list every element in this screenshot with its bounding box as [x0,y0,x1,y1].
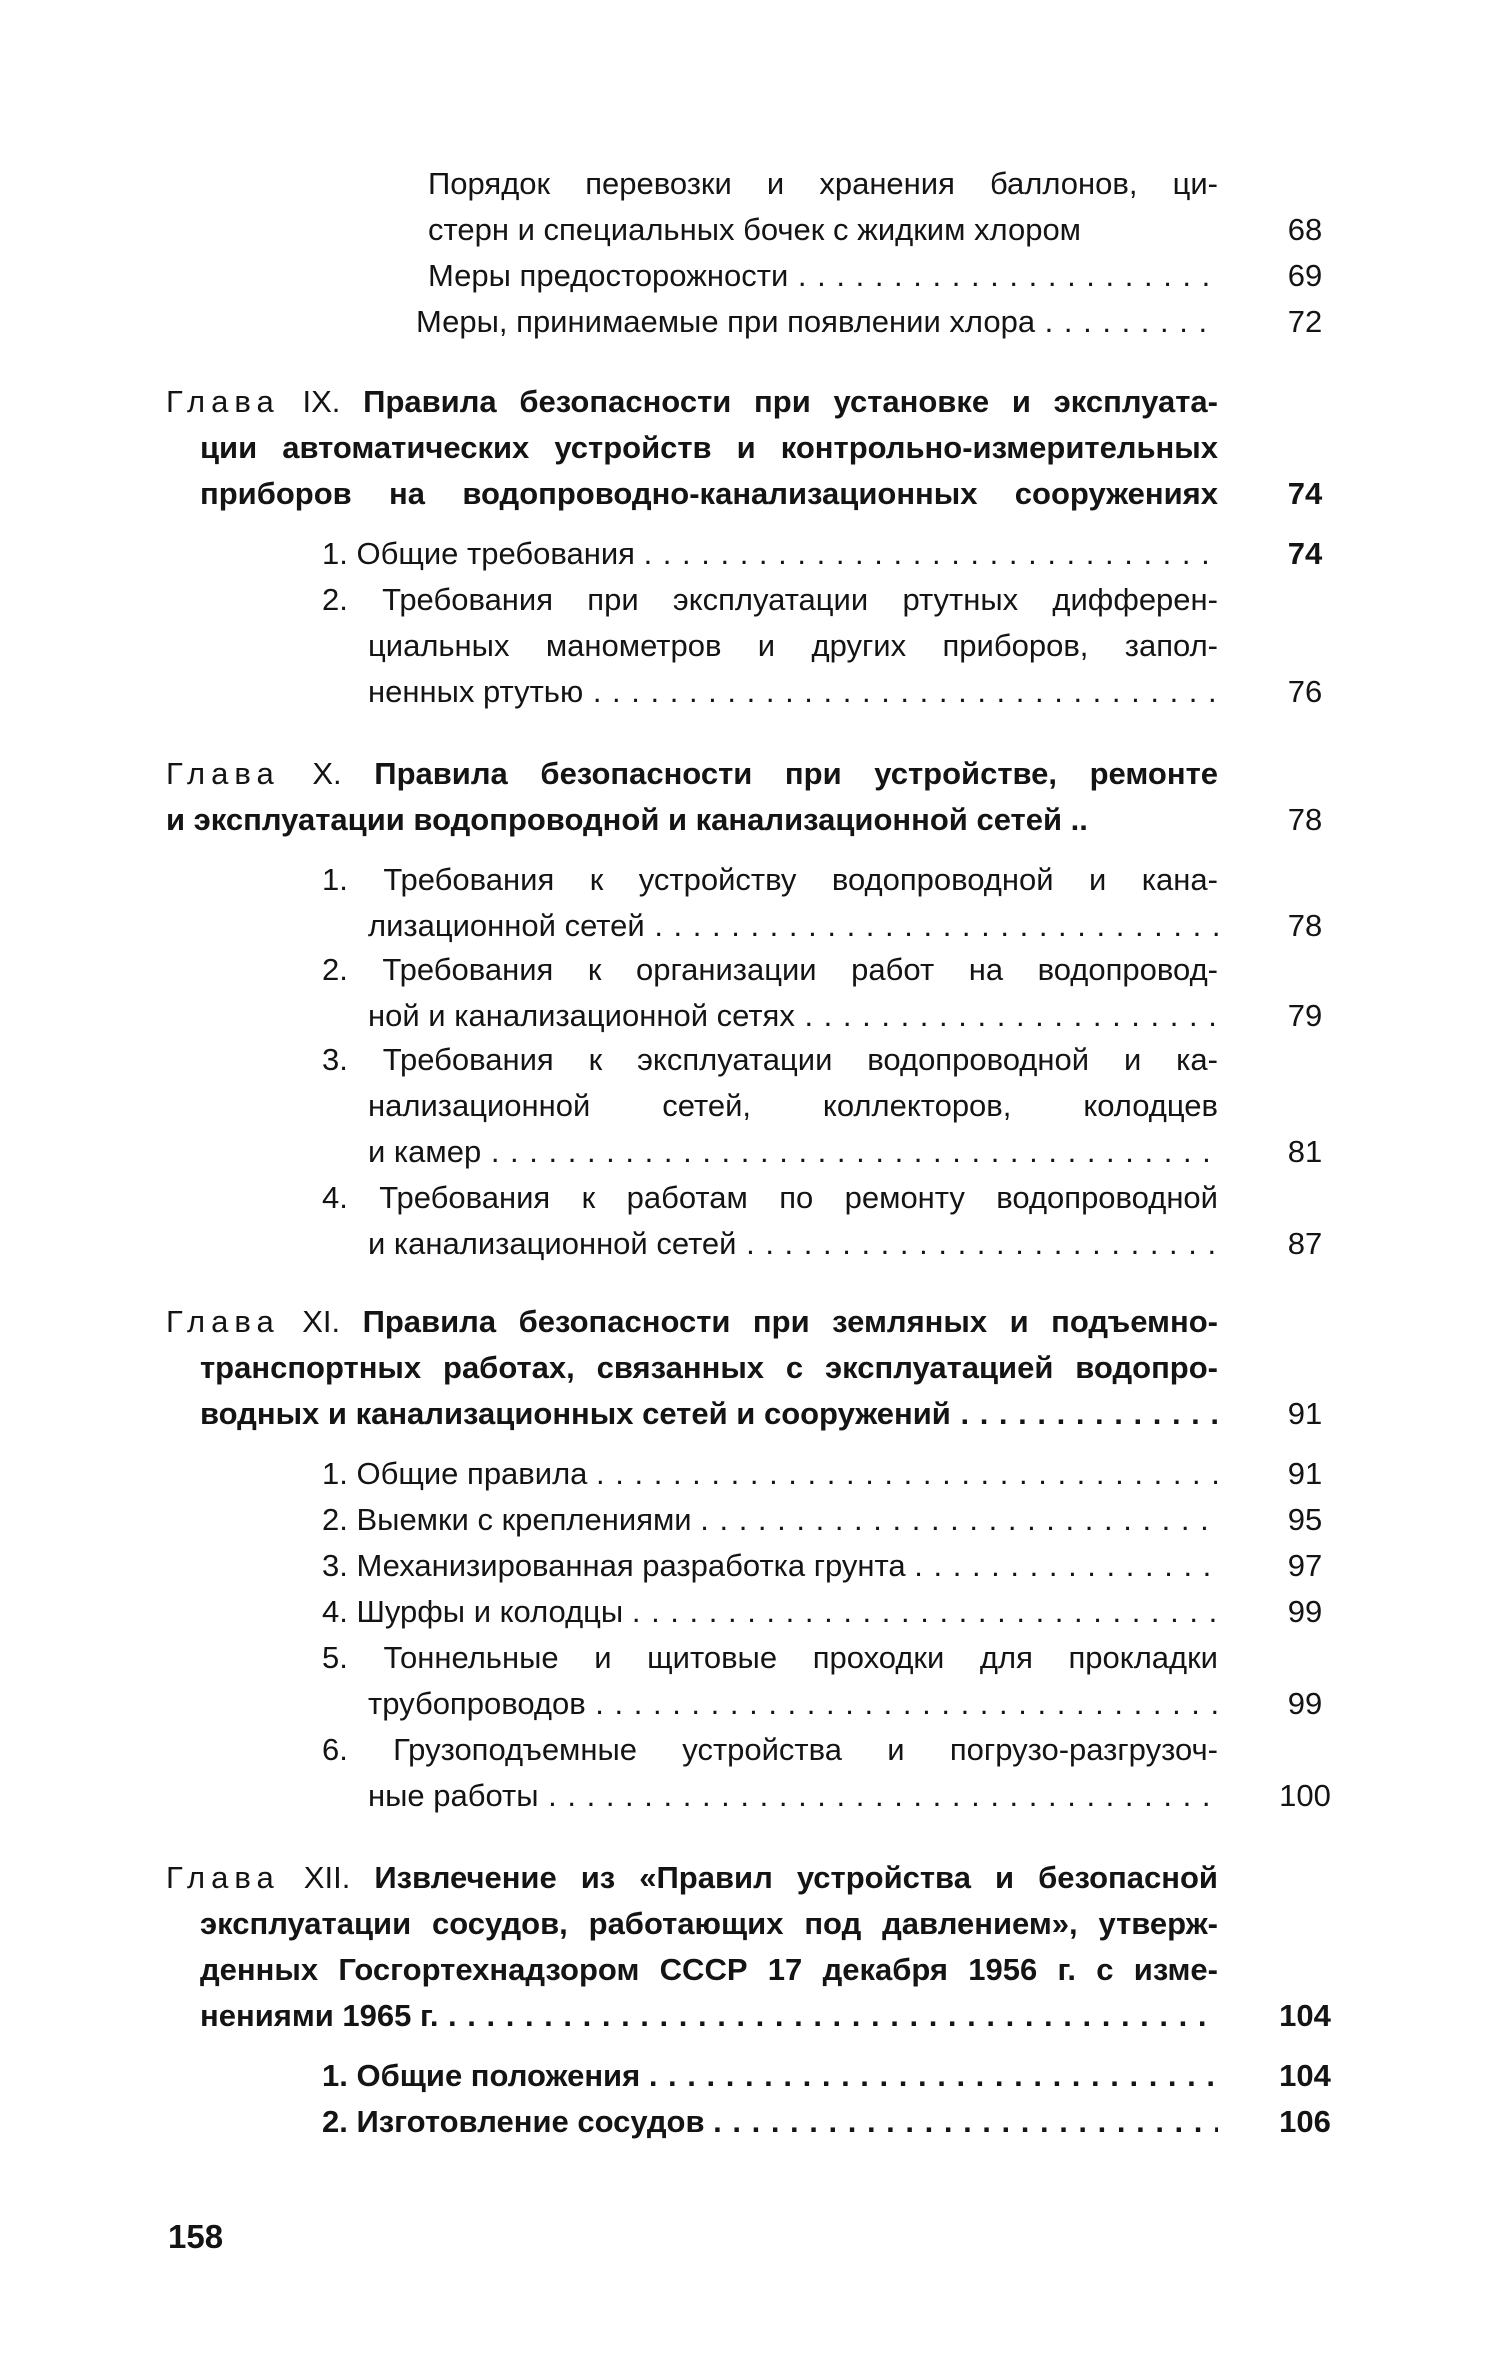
section-title: Тоннельные и щитовые проходки для прокладки [383,1640,1218,1675]
chapter-heading [166,750,1218,798]
page-ref: 74 [1287,536,1323,571]
section-title: Требования к организации работ на водопровод- [382,952,1218,987]
section-text [322,1174,1218,1222]
section-number: 5. [322,1640,348,1675]
chapter-title: Правила безопасности при земляных и подъемно- [362,1304,1218,1339]
entry-text: стерн и специальных бочек с жидким хлором [428,212,1081,247]
page-ref: 74 [1287,476,1323,511]
section-title: ной и канализационной сетях . . . [368,992,1218,1040]
section-text [322,856,1218,904]
section-title: Требования при эксплуатации ртутных дифферен- [382,582,1218,617]
chapter-title: ции автоматических устройств и контрольно-измерительных [200,430,1218,465]
section-title: Требования к работам по ремонту водопроводной [379,1180,1218,1215]
section-title: нализационной сетей, коллекторов, колодцев [368,1088,1218,1123]
section-title: Требования к эксплуатации водопроводной и ка- [382,1042,1218,1077]
page-ref: 104 [1279,1998,1331,2033]
section-number: 1. [322,1456,348,1491]
chapter-heading [166,378,1218,426]
chapter-label: Глава [166,384,280,419]
page-ref: 78 [1287,802,1323,837]
section-number: 4. [322,1180,348,1215]
chapter-title: приборов на водопроводно-канализационных сооружениях [200,476,1218,511]
section-text [322,1496,1218,1544]
page-ref: 99 [1287,1594,1323,1629]
section-number: 1. [322,536,348,571]
section-title: Механизированная разработка грунта [356,1548,906,1583]
chapter-title: нениями 1965 г. . . . [200,1992,1218,2040]
chapter-label: Глава [166,1860,280,1895]
section-title: циальных манометров и других приборов, запол- [368,628,1218,663]
section-text [322,1634,1218,1682]
chapter-title: и эксплуатации водопроводной и канализационной сетей .. [166,802,1088,837]
section-number: 2. [322,1502,348,1537]
chapter-title: Правила безопасности при устройстве, ремонте [374,756,1218,791]
chapter-label: Глава [166,756,280,791]
section-title: трубопроводов . . . [368,1680,1218,1728]
section-title: и канализационной сетей . . . [368,1220,1218,1268]
page-ref: 91 [1287,1396,1323,1431]
section-text [322,530,1218,578]
page-ref: 72 [1287,304,1323,339]
section-title: и камер . . . [368,1128,1218,1176]
section-text [322,1450,1218,1498]
section-number: 2. [322,2104,348,2139]
section-text [322,1036,1218,1084]
section-title: Изготовление сосудов [356,2104,705,2139]
chapter-title: транспортных работах, связанных с эксплуатацией водопро- [200,1350,1218,1385]
chapter-title: денных Госгортехнадзором СССР 17 декабря 1956 г. с изме- [200,1952,1218,1987]
section-title: ненных ртутью . . . [368,668,1218,716]
section-number: 3. [322,1042,348,1077]
section-title: Грузоподъемные устройства и погрузо-разгрузоч- [393,1732,1218,1767]
section-number: 2. [322,582,348,617]
section-text [322,1726,1218,1774]
chapter-number: IX. [302,384,341,419]
entry-text: Порядок перевозки и хранения баллонов, ци- [428,166,1218,201]
section-number: 2. [322,952,348,987]
section-title: Общие требования [356,536,635,571]
page-ref: 79 [1287,998,1323,1033]
page-ref: 100 [1279,1778,1331,1813]
chapter-number: XII. [303,1860,351,1895]
page-ref: 78 [1287,908,1323,943]
page-ref: 81 [1287,1134,1323,1169]
section-number: 3. [322,1548,348,1583]
page-ref: 76 [1287,674,1323,709]
section-number: 1. [322,862,348,897]
section-title: ные работы . . . [368,1772,1218,1820]
chapter-heading [166,1298,1218,1346]
section-number: 4. [322,1594,348,1629]
entry-text: Меры, принимаемые при появлении хлора . . . [416,298,1218,346]
entry-text: Меры предосторожности . . . [428,252,1218,300]
section-text [322,946,1218,994]
section-title: Общие положения [356,2058,641,2093]
page-ref: 99 [1287,1686,1323,1721]
section-text [322,2098,1218,2146]
chapter-label: Глава [166,1304,280,1339]
chapter-number: X. [312,756,342,791]
section-title: Общие правила [356,1456,588,1491]
page-ref: 95 [1287,1502,1323,1537]
section-number: 6. [322,1732,348,1767]
section-title: Выемки с креплениями [356,1502,692,1537]
page-ref: 87 [1287,1226,1323,1261]
page-ref: 106 [1279,2104,1331,2139]
page-ref: 97 [1287,1548,1323,1583]
section-title: Шурфы и колодцы [356,1594,624,1629]
page-number: 158 [168,2218,224,2255]
section-title: Требования к устройству водопроводной и кана- [383,862,1218,897]
chapter-title: водных и канализационных сетей и сооружений . . . [200,1390,1218,1438]
page-ref: 104 [1279,2058,1331,2093]
section-text [322,1542,1218,1590]
chapter-heading [166,1854,1218,1902]
section-title: лизационной сетей . . . [368,902,1218,950]
section-text [322,1588,1218,1636]
page-ref: 68 [1287,212,1323,247]
section-text [322,576,1218,624]
chapter-title: Правила безопасности при установке и эксплуата- [363,384,1218,419]
section-number: 1. [322,2058,348,2093]
section-text [322,2052,1218,2100]
chapter-number: XI. [302,1304,341,1339]
page-ref: 69 [1287,258,1323,293]
chapter-title: Извлечение из «Правил устройства и безопасной [374,1860,1218,1895]
page-ref: 91 [1287,1456,1323,1491]
chapter-title: эксплуатации сосудов, работающих под давлением», утверж- [200,1906,1218,1941]
